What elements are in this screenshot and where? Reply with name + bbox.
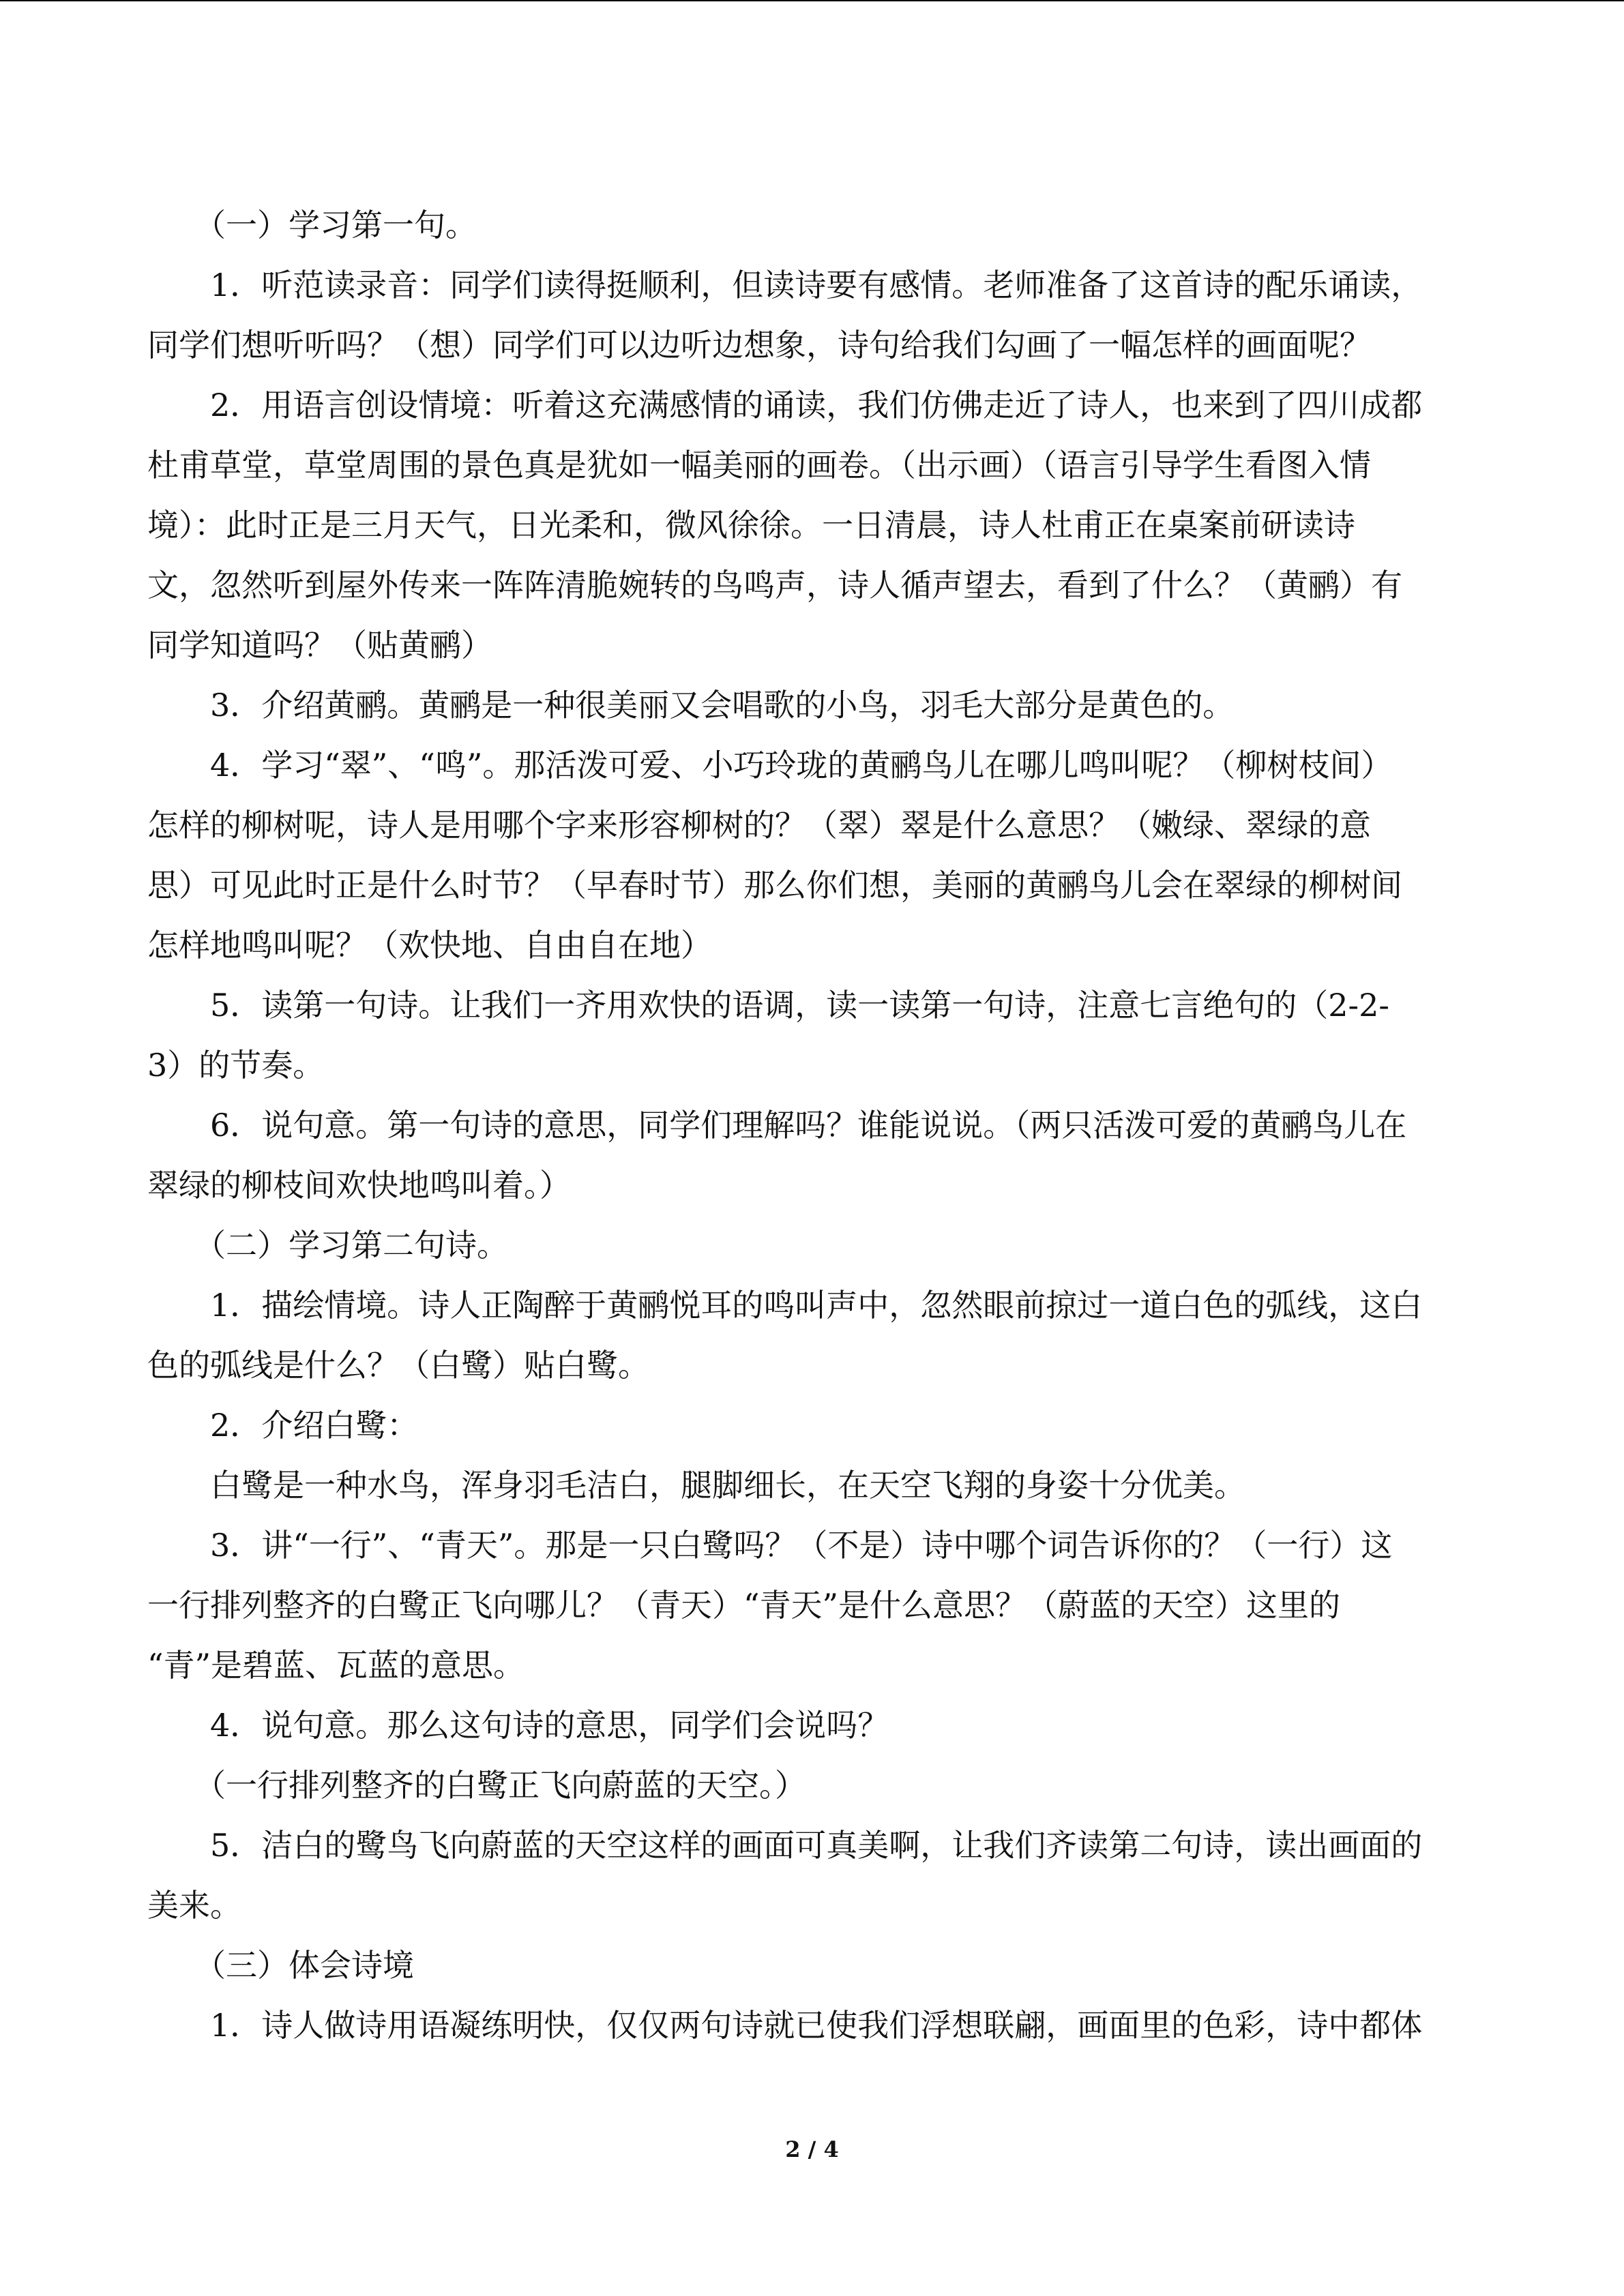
- text-line: 3．介绍黄鹂。黄鹂是一种很美丽又会唱歌的小鸟，羽毛大部分是黄色的。: [147, 687, 1235, 724]
- text-line: 5．读第一句诗。让我们一齐用欢快的语调，读一读第一句诗，注意七言绝句的（2-2-: [147, 987, 1389, 1024]
- text-line: 1．诗人做诗用语凝练明快，仅仅两句诗就已使我们浮想联翩，画面里的色彩，诗中都体: [147, 2007, 1423, 2044]
- text-line: 杜甫草堂，草堂周围的景色真是犹如一幅美丽的画卷。（出示画）（语言引导学生看图入情: [147, 447, 1371, 483]
- text-line: 怎样地鸣叫呢？（欢快地、自由自在地）: [147, 927, 712, 964]
- text-line: 思）可见此时正是什么时节？（早春时节）那么你们想，美丽的黄鹂鸟儿会在翠绿的柳树间: [147, 867, 1402, 904]
- text-line: 2．用语言创设情境：听着这充满感情的诵读，我们仿佛走近了诗人，也来到了四川成都: [147, 387, 1423, 423]
- text-line: 一行排列整齐的白鹭正飞向哪儿？（青天）“青天”是什么意思？（蔚蓝的天空）这里的: [147, 1587, 1341, 1624]
- text-line: 同学们想听听吗？（想）同学们可以边听边想象，诗句给我们勾画了一幅怎样的画面呢？: [147, 327, 1371, 363]
- page-number: 2 / 4: [785, 2136, 839, 2162]
- text-line: 3．讲“一行”、“青天”。那是一只白鹭吗？（不是）诗中哪个词告诉你的？（一行）这: [147, 1527, 1393, 1564]
- text-line: 2．介绍白鹭：: [147, 1407, 419, 1444]
- text-line: 文，忽然听到屋外传来一阵阵清脆婉转的鸟鸣声，诗人循声望去，看到了什么？（黄鹂）有: [147, 567, 1402, 603]
- text-line: （一行排列整齐的白鹭正飞向蔚蓝的天空。）: [147, 1767, 806, 1804]
- text-line: 3）的节奏。: [147, 1047, 325, 1084]
- text-line: 1．描绘情境。诗人正陶醉于黄鹂悦耳的鸣叫声中，忽然眼前掠过一道白色的弧线，这白: [147, 1287, 1423, 1324]
- text-line: 同学知道吗？（贴黄鹂）: [147, 627, 492, 664]
- text-line: 翠绿的柳枝间欢快地鸣叫着。）: [147, 1167, 571, 1204]
- text-line: 怎样的柳树呢，诗人是用哪个字来形容柳树的？（翠）翠是什么意思？（嫩绿、翠绿的意: [147, 807, 1371, 844]
- text-line: 色的弧线是什么？（白鹭）贴白鹭。: [147, 1347, 649, 1384]
- text-line: 5．洁白的鹭鸟飞向蔚蓝的天空这样的画面可真美啊，让我们齐读第二句诗，读出画面的: [147, 1827, 1423, 1864]
- text-line: 6．说句意。第一句诗的意思，同学们理解吗？谁能说说。（两只活泼可爱的黄鹂鸟儿在: [147, 1107, 1407, 1144]
- text-line: （二）学习第二句诗。: [147, 1227, 508, 1264]
- text-line: “青”是碧蓝、瓦蓝的意思。: [147, 1647, 525, 1684]
- text-line: （三）体会诗境: [147, 1947, 414, 1984]
- text-line: 美来。: [147, 1887, 241, 1924]
- text-line: 4．说句意。那么这句诗的意思，同学们会说吗？: [147, 1707, 889, 1744]
- top-border-line: [0, 0, 1624, 1]
- text-line: 4．学习“翠”、“鸣”。那活泼可爱、小巧玲珑的黄鹂鸟儿在哪儿鸣叫呢？（柳树枝间）: [147, 747, 1393, 784]
- text-line: 1．听范读录音：同学们读得挺顺利，但读诗要有感情。老师准备了这首诗的配乐诵读，: [147, 267, 1423, 303]
- text-line: 白鹭是一种水鸟，浑身羽毛洁白，腿脚细长，在天空飞翔的身姿十分优美。: [147, 1467, 1245, 1504]
- text-line: （一）学习第一句。: [147, 207, 477, 243]
- text-line: 境）：此时正是三月天气，日光柔和，微风徐徐。一日清晨，诗人杜甫正在桌案前研读诗: [147, 507, 1355, 543]
